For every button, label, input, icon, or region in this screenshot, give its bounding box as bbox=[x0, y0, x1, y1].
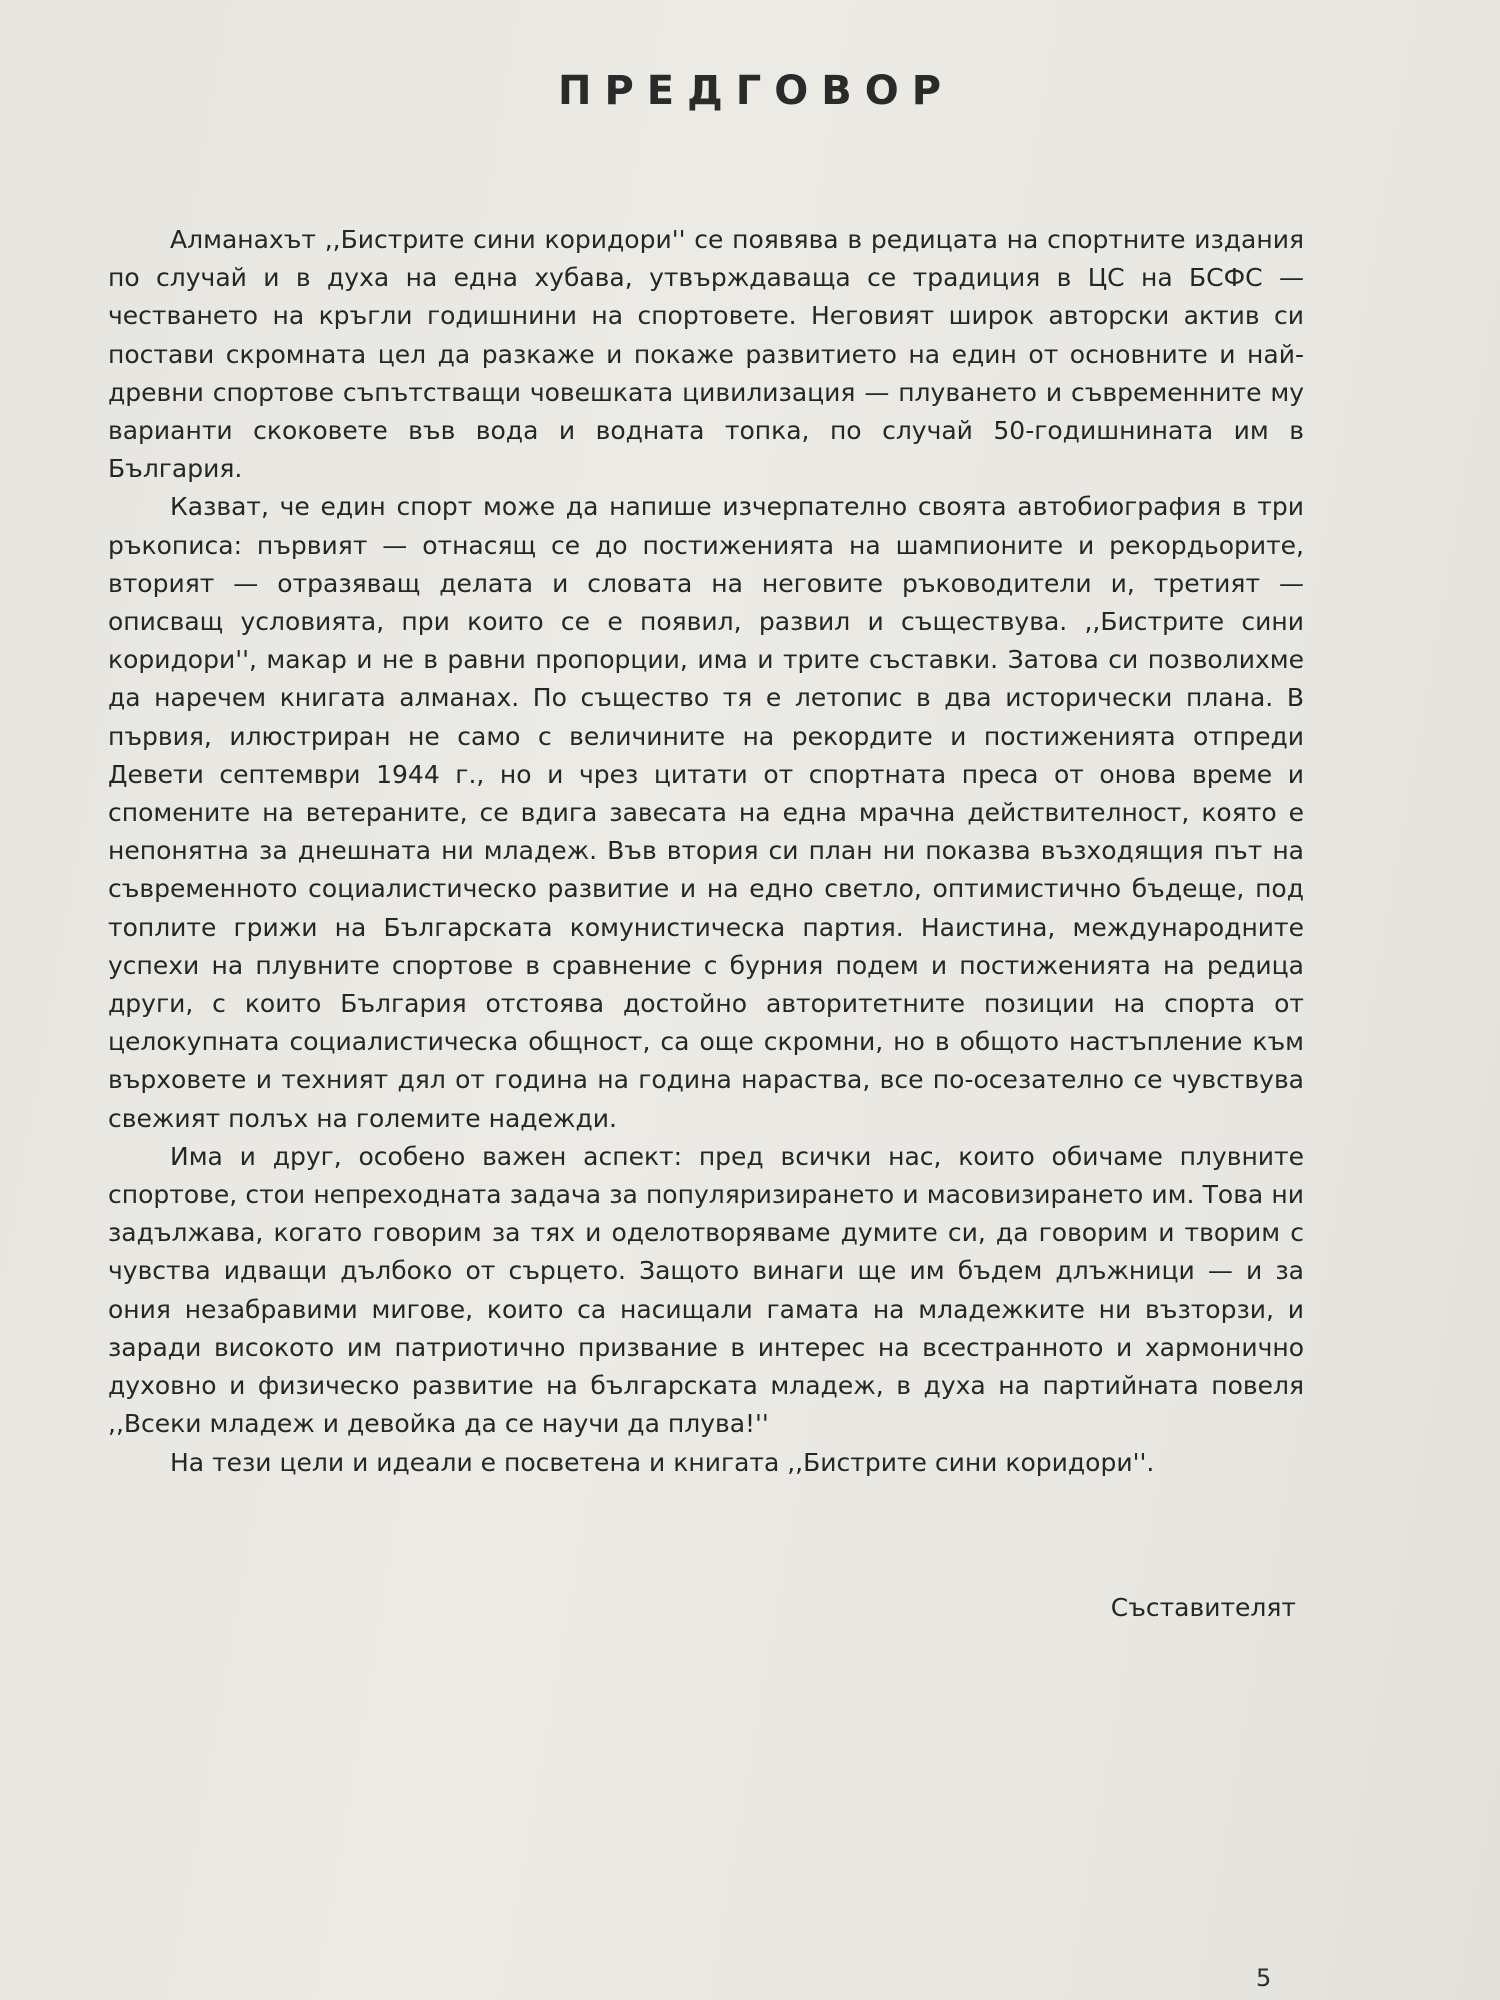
author-signature: Съставителят bbox=[1110, 1593, 1296, 1622]
page-title: ПРЕДГОВОР bbox=[557, 68, 955, 114]
paragraph-1: Алманахът ,,Бистрите сини коридори'' се появява в редицата на спортните издания по случай и в духа на една хубава, утвърждаваща се традиция в ЦС на БСФС — честването на кръгли годишнини на спортовете. Неговият широк авторски актив си постави скромната цел да разкаже и покаже развитието на един от основните и най-древни спортове съпътстващи човешката цивилизация — плуването и съвременните му варианти скоковете във вода и водната топка, по случай 50-годишнината им в България. bbox=[108, 225, 1304, 484]
paragraph-4: На тези цели и идеали е посветена и книгата ,,Бистрите сини коридори''. bbox=[170, 1447, 1155, 1477]
preface-body bbox=[108, 221, 1304, 1482]
paragraph-3: Има и друг, особено важен аспект: пред всички нас, които обичаме плувните спортове, стои непреходната задача за популяризирането и масовизирането им. Това ни задължава, когато говорим за тях и оделотворяваме думите си, да говорим и творим с чувства идващи дълбоко от сърцето. Защото винаги ще им бъдем длъжници — и за ония незабравими мигове, които са насищали гамата на младежките ни възторзи, и заради високото им патриотично призвание в интерес на всестранното и хармонично духовно и физическо развитие на българската младеж, в духа на партийната повеля ,,Всеки младеж и девойка да се научи да плува!'' bbox=[108, 1141, 1304, 1439]
paragraph-2: Казват, че един спорт може да напише изчерпателно своята автобиография в три ръкописа: първият — отнасящ се до постиженията на шампионите и рекордьорите, вторият — отразяващ делата и словата на неговите ръководители и, третият — описващ условията, при които се е появил, развил и съществува. ,,Бистрите сини коридори'', макар и не в равни пропорции, има и трите съставки. Затова си позволихме да наречем книгата алманах. По същество тя е летопис в два исторически плана. В първия, илюстриран не само с величините на рекордите и постиженията отпреди Девети септември 1944 г., но и чрез цитати от спортната преса от онова време и спомените на ветераните, се вдига завесата на една мрачна действителност, която е непонятна за днешната ни младеж. Във втория си план ни показва възходящия път на съвременното социалистическо развитие и на едно светло, оптимистично бъдеще, под топлите грижи на Българската комунистическа партия. Наистина, международните успехи на плувните спортове в сравнение с бурния подем и постиженията на редица други, с които България отстоява достойно авторитетните позиции на спорта от целокупната социалистическа общност, са още скромни, но в общото настъпление към върховете и техният дял от година на година нараства, все по-осезателно се чувствува свежият полъх на големите надежди. bbox=[108, 492, 1304, 1133]
page-number: 5 bbox=[1256, 1964, 1272, 1992]
